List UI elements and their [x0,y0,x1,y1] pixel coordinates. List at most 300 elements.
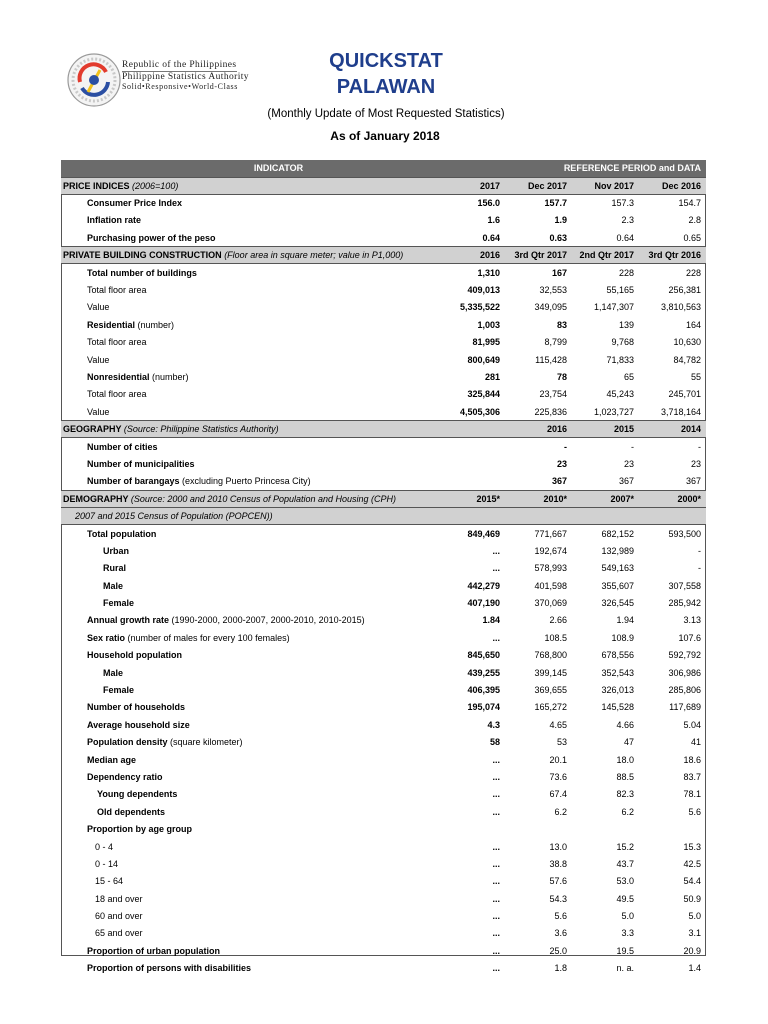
row-label-text: Total floor area [87,285,147,296]
period-header: 2015* [438,490,505,507]
section-title [61,247,438,264]
section-title [61,177,438,194]
data-cell: 54.3 [549,893,567,904]
data-cell [438,820,505,837]
data-cell: 23,754 [539,389,567,400]
data-cell: 13.0 [549,841,567,852]
empty-cell [505,507,572,524]
table-row [61,542,706,559]
data-cell: 83 [556,319,567,330]
data-cell: 73.6 [549,771,567,782]
row-label-text: Value [87,302,110,313]
table-row [61,647,706,664]
row-label [61,351,438,368]
data-cell: 306,986 [668,667,701,678]
data-cell: 678,556 [601,650,634,661]
data-cell: 4.3 [487,719,500,730]
table-row [61,212,706,229]
data-cell: 82.3 [616,789,634,800]
data-cell: 4,505,306 [459,406,500,417]
title-quickstat: QUICKSTAT [329,50,443,72]
section-header-geography [61,420,706,437]
section-header-price [61,177,706,194]
data-cell: 367 [551,476,567,487]
table-row [61,820,706,837]
data-cell: 6.2 [554,806,567,817]
row-label [61,473,438,490]
data-cell: ... [492,632,500,643]
row-label-text: Value [87,354,110,365]
data-cell: 5,335,522 [459,302,500,313]
row-label-text: Young dependents [97,789,178,800]
data-cell: 370,069 [534,598,567,609]
row-label [61,542,438,559]
row-label-note: (number of males for every 100 females) [125,632,290,643]
section-title-text: GEOGRAPHY [63,424,122,435]
section-title-text: PRICE INDICES [63,180,130,191]
data-cell: - [698,563,701,574]
data-cell: 845,650 [467,650,500,661]
table-header-row [61,160,706,177]
data-cell: 132,989 [601,545,634,556]
data-cell: 355,607 [601,580,634,591]
table-row [61,716,706,733]
table-row [61,368,706,385]
data-cell: 1.4 [688,963,701,974]
data-cell: 4.65 [549,719,567,730]
period-header: 2000* [639,490,706,507]
data-cell: 55 [690,371,701,382]
table-row [61,786,706,803]
data-cell: 19.5 [616,945,634,956]
data-cell: 5.6 [688,806,701,817]
data-cell: 9,768 [611,337,634,348]
table-row [61,855,706,872]
agency-line2: Philippine Statistics Authority [122,71,249,82]
period-header [438,420,505,437]
period-header: 2015 [572,420,639,437]
row-label-text: Consumer Price Index [87,198,183,209]
period-header: Dec 2017 [505,177,572,194]
data-cell [438,473,505,490]
data-cell: 285,942 [668,598,701,609]
data-cell: 8,799 [544,337,567,348]
row-label [61,368,438,385]
data-cell: 165,272 [534,702,567,713]
data-cell: 399,145 [534,667,567,678]
period-header: Nov 2017 [572,177,639,194]
row-label [61,316,438,333]
table-row [61,473,706,490]
row-label [61,525,438,542]
data-cell: 849,469 [467,528,500,539]
data-cell: 107.6 [678,632,701,643]
data-cell: 2.8 [688,215,701,226]
data-cell: 0.63 [549,232,567,243]
data-cell: 10,630 [673,337,701,348]
data-cell: 71,833 [606,354,634,365]
period-header: 3rd Qtr 2017 [505,247,572,264]
table-row [61,734,706,751]
data-cell: 409,013 [467,285,500,296]
data-cell: 228 [685,267,701,278]
row-label-text: Purchasing power of the peso [87,232,216,243]
period-header: 2nd Qtr 2017 [572,247,639,264]
data-cell: 88.5 [616,771,634,782]
data-cell: 15.2 [616,841,634,852]
row-label-text: Number of barangays [87,476,180,487]
data-cell: ... [492,789,500,800]
row-label [61,386,438,403]
table-row [61,264,706,281]
section-note2: 2007 and 2015 Census of Population (POPCEN)) [75,511,273,522]
data-cell: 195,074 [467,702,500,713]
data-cell: 401,598 [534,580,567,591]
data-cell: ... [492,876,500,887]
data-cell: 0.64 [616,232,634,243]
period-header: 2016 [438,247,505,264]
data-cell: 53.0 [616,876,634,887]
data-cell: 156.0 [477,198,500,209]
data-cell: - [698,545,701,556]
row-label-text: Number of municipalities [87,458,195,469]
data-cell: 3.1 [688,928,701,939]
data-cell: 439,255 [467,667,500,678]
agency-line3: Solid•Responsive•World-Class [122,82,238,91]
table-row [61,925,706,942]
table-row [61,768,706,785]
data-cell [639,820,706,837]
row-label-text: Household population [87,650,182,661]
data-cell: 800,649 [467,354,500,365]
period-header: 2014 [639,420,706,437]
data-cell: 352,543 [601,667,634,678]
data-cell: 67.4 [549,789,567,800]
data-cell: 23 [556,458,567,469]
data-cell: 1,310 [477,267,500,278]
data-cell: 3.6 [554,928,567,939]
data-cell: 5.0 [621,911,634,922]
data-cell: 5.04 [683,719,701,730]
row-label [61,925,438,942]
subtitle: (Monthly Update of Most Requested Statistics) [267,108,505,120]
table-row [61,316,706,333]
data-cell: 3,718,164 [660,406,701,417]
row-label-text: Annual growth rate [87,615,170,626]
table-row [61,612,706,629]
data-cell: 108.5 [544,632,567,643]
row-label-note: (1990-2000, 2000-2007, 2000-2010, 2010-2015) [169,615,365,626]
data-cell: 549,163 [601,563,634,574]
data-cell: 54.4 [683,876,701,887]
row-label [61,734,438,751]
period-header: 3rd Qtr 2016 [639,247,706,264]
data-cell: 1,003 [477,319,500,330]
table-row [61,681,706,698]
data-cell: 2.66 [549,615,567,626]
data-cell: 157.3 [611,198,634,209]
row-label-text: Old dependents [97,806,166,817]
row-label-text: Sex ratio [87,632,126,643]
data-cell: 38.8 [549,858,567,869]
data-cell: 18.0 [616,754,634,765]
row-label-note: (square kilometer) [167,737,243,748]
data-cell: 57.6 [549,876,567,887]
section-note-continued [61,507,706,524]
data-cell: 58 [489,737,500,748]
empty-cell [438,507,505,524]
data-cell: n. a. [616,963,634,974]
row-label [61,907,438,924]
data-cell: 285,806 [668,685,701,696]
row-label-note: (number) [135,319,175,330]
row-label [61,942,438,959]
row-label [61,768,438,785]
as-of-date: As of January 2018 [330,129,440,143]
data-cell: 2.3 [621,215,634,226]
data-cell: ... [492,945,500,956]
data-cell: 65 [623,371,634,382]
data-cell: 369,655 [534,685,567,696]
data-cell: 326,545 [601,598,634,609]
row-label-text: Average household size [87,719,190,730]
row-label [61,455,438,472]
data-cell: - [698,441,701,452]
table-row [61,455,706,472]
data-cell: ... [492,841,500,852]
data-cell: 225,836 [534,406,567,417]
row-label [61,681,438,698]
row-label [61,647,438,664]
period-header: Dec 2016 [639,177,706,194]
row-label-text: Nonresidential [87,371,150,382]
table-row [61,751,706,768]
data-cell: 256,381 [668,285,701,296]
row-label-text: Proportion of persons with disabilities [87,963,252,974]
row-label [61,334,438,351]
row-label-text: Total population [87,528,157,539]
data-cell: ... [492,545,500,556]
row-label-note: (excluding Puerto Princesa City) [179,476,311,487]
row-label-text: Proportion by age group [87,824,192,835]
row-label [61,786,438,803]
data-cell: 326,013 [601,685,634,696]
data-cell: 0.65 [683,232,701,243]
section-title [61,420,438,437]
table-row [61,699,706,716]
data-cell: - [564,441,567,452]
row-label-text: Female [103,685,135,696]
row-label-text: 15 - 64 [95,876,124,887]
section-header-demography [61,490,706,507]
data-cell: 83.7 [683,771,701,782]
data-cell: 45,243 [606,389,634,400]
row-label [61,699,438,716]
row-label [61,629,438,646]
row-label-text: Total floor area [87,337,147,348]
table-row [61,281,706,298]
data-cell: 81,995 [472,337,500,348]
data-cell: 682,152 [601,528,634,539]
data-cell: 1,147,307 [593,302,634,313]
data-cell: 167 [551,267,567,278]
row-label [61,281,438,298]
table-row [61,229,706,246]
data-cell: 1.8 [554,963,567,974]
data-cell: ... [492,893,500,904]
data-cell: 50.9 [683,893,701,904]
data-cell: ... [492,963,500,974]
row-label [61,838,438,855]
data-cell: 442,279 [467,580,500,591]
table-row [61,803,706,820]
data-cell [505,820,572,837]
data-cell: 3.3 [621,928,634,939]
data-cell: 325,844 [467,389,500,400]
data-cell: 20.1 [549,754,567,765]
section-note: (Source: Philippine Statistics Authority) [123,424,279,435]
row-label [61,890,438,907]
data-cell: 578,993 [534,563,567,574]
data-cell: 18.6 [683,754,701,765]
data-cell: 3,810,563 [660,302,701,313]
table-row [61,194,706,211]
row-label-text: 0 - 14 [95,858,119,869]
table-row [61,403,706,420]
section-note: (Floor area in square meter; value in P1,000) [224,250,404,261]
data-cell: 5.6 [554,911,567,922]
data-cell: 0.64 [482,232,500,243]
row-label-text: Male [103,667,124,678]
data-cell: 4.66 [616,719,634,730]
data-cell: 367 [618,476,634,487]
table-row [61,838,706,855]
data-cell: ... [492,563,500,574]
table-row [61,629,706,646]
row-label-text: Median age [87,754,137,765]
data-cell: 281 [484,371,500,382]
data-cell: 771,667 [534,528,567,539]
data-cell: 1.94 [616,615,634,626]
data-cell: ... [492,806,500,817]
data-cell: 43.7 [616,858,634,869]
row-label [61,716,438,733]
data-cell: 592,792 [668,650,701,661]
data-cell: 1.84 [482,615,500,626]
data-cell: 23 [623,458,634,469]
data-cell: 108.9 [611,632,634,643]
period-header: 2017 [438,177,505,194]
reference-header: REFERENCE PERIOD and DATA [438,160,706,177]
data-cell: ... [492,858,500,869]
data-cell: 6.2 [621,806,634,817]
table-row [61,525,706,542]
data-cell: 42.5 [683,858,701,869]
row-label-text: Population density [87,737,168,748]
data-cell: 25.0 [549,945,567,956]
row-label-text: 60 and over [95,911,143,922]
section-note: (2006=100) [132,180,179,191]
table-row [61,560,706,577]
row-label-text: 0 - 4 [95,841,114,852]
table-row [61,351,706,368]
row-label [61,212,438,229]
data-cell: 49.5 [616,893,634,904]
row-label [61,751,438,768]
row-label-text: Number of households [87,702,186,713]
row-label-text: 65 and over [95,928,143,939]
row-label [61,873,438,890]
table-row [61,438,706,455]
period-header: 2010* [505,490,572,507]
data-cell [438,455,505,472]
data-cell: - [631,441,634,452]
empty-cell [639,507,706,524]
data-cell: 593,500 [668,528,701,539]
data-cell: 1.9 [554,215,567,226]
table-row [61,386,706,403]
data-cell [572,820,639,837]
data-cell: 139 [618,319,634,330]
data-cell: 406,395 [467,685,500,696]
row-label-text: Total floor area [87,389,147,400]
row-label [61,560,438,577]
section-note: (Source: 2000 and 2010 Census of Population and Housing (CPH) [130,493,397,504]
data-cell: 15.3 [683,841,701,852]
table-row [61,299,706,316]
data-cell: 407,190 [467,598,500,609]
data-cell: 32,553 [539,285,567,296]
row-label-text: Value [87,406,110,417]
agency-line1: Republic of the Philippines [122,60,237,70]
table-row [61,594,706,611]
data-cell: 164 [685,319,701,330]
data-cell: 367 [685,476,701,487]
row-label [61,664,438,681]
data-cell: 157.7 [544,198,567,209]
table-row [61,664,706,681]
table-row [61,873,706,890]
data-cell: 245,701 [668,389,701,400]
row-label-text: Urban [103,545,130,556]
row-label-text: Total number of buildings [87,267,197,278]
table-row [61,907,706,924]
row-label-text: Proportion of urban population [87,945,220,956]
row-label [61,194,438,211]
data-cell: 192,674 [534,545,567,556]
data-cell: 349,095 [534,302,567,313]
data-cell: 5.0 [688,911,701,922]
row-label [61,960,438,977]
section-title-text: PRIVATE BUILDING CONSTRUCTION [63,250,222,261]
statistics-table [61,160,706,977]
title-province: PALAWAN [336,76,436,98]
row-label-text: Male [103,580,124,591]
data-cell: ... [492,928,500,939]
data-cell: 78.1 [683,789,701,800]
empty-cell [572,507,639,524]
section-title [61,490,438,507]
data-cell: 78 [556,371,567,382]
row-label-text: Residential [87,319,136,330]
data-cell: ... [492,754,500,765]
data-cell: 768,800 [534,650,567,661]
row-label-text: Dependency ratio [87,771,163,782]
period-header: 2016 [505,420,572,437]
row-label [61,403,438,420]
row-label [61,612,438,629]
indicator-header: INDICATOR [61,160,438,177]
